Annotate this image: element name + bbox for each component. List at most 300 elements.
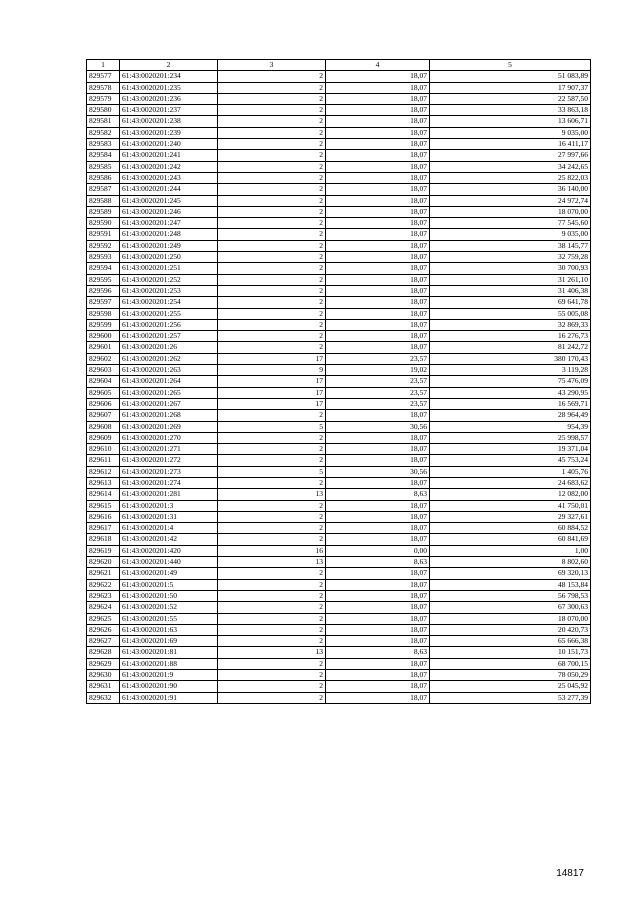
col-3-value: 17 xyxy=(218,398,326,409)
row-id: 829587 xyxy=(87,184,120,195)
row-id: 829616 xyxy=(87,511,120,522)
cadastral-number: 61:43:0020201:4 xyxy=(120,523,218,534)
cadastral-number: 61:43:0020201:251 xyxy=(120,263,218,274)
col-3-value: 13 xyxy=(218,557,326,568)
col-3-value: 13 xyxy=(218,489,326,500)
cadastral-number: 61:43:0020201:235 xyxy=(120,82,218,93)
cadastral-number: 61:43:0020201:242 xyxy=(120,161,218,172)
cadastral-number: 61:43:0020201:91 xyxy=(120,692,218,703)
row-id: 829621 xyxy=(87,568,120,579)
row-id: 829593 xyxy=(87,252,120,263)
table-row xyxy=(87,285,591,296)
col-5-value: 69 641,78 xyxy=(430,297,591,308)
col-3-value: 2 xyxy=(218,297,326,308)
cadastral-number: 61:43:0020201:55 xyxy=(120,613,218,624)
col-3-value: 2 xyxy=(218,523,326,534)
col-3-value: 2 xyxy=(218,218,326,229)
cadastral-number: 61:43:0020201:247 xyxy=(120,218,218,229)
row-id: 829583 xyxy=(87,139,120,150)
row-id: 829582 xyxy=(87,127,120,138)
row-id: 829588 xyxy=(87,195,120,206)
table-row xyxy=(87,590,591,601)
col-5-value: 30 700,93 xyxy=(430,263,591,274)
table-row xyxy=(87,432,591,443)
col-4-value: 18,07 xyxy=(326,523,430,534)
col-4-value: 18,07 xyxy=(326,455,430,466)
col-4-value: 18,07 xyxy=(326,82,430,93)
cadastral-number: 61:43:0020201:272 xyxy=(120,455,218,466)
col-3-value: 2 xyxy=(218,636,326,647)
col-4-value: 18,07 xyxy=(326,263,430,274)
col-5-value: 32 759,28 xyxy=(430,252,591,263)
row-id: 829609 xyxy=(87,432,120,443)
cadastral-number: 61:43:0020201:252 xyxy=(120,274,218,285)
col-3-value: 2 xyxy=(218,511,326,522)
col-5-value: 19 371,04 xyxy=(430,444,591,455)
col-5-value: 78 050,29 xyxy=(430,670,591,681)
col-5-value: 34 242,65 xyxy=(430,161,591,172)
table-row xyxy=(87,218,591,229)
col-3-value: 2 xyxy=(218,500,326,511)
col-5-value: 31 261,10 xyxy=(430,274,591,285)
col-5-value: 16 276,73 xyxy=(430,331,591,342)
column-header-3: 3 xyxy=(218,60,326,71)
row-id: 829623 xyxy=(87,590,120,601)
col-5-value: 81 242,72 xyxy=(430,342,591,353)
cadastral-number: 61:43:0020201:241 xyxy=(120,150,218,161)
row-id: 829608 xyxy=(87,421,120,432)
row-id: 829577 xyxy=(87,71,120,82)
col-5-value: 25 822,03 xyxy=(430,172,591,183)
col-4-value: 18,07 xyxy=(326,127,430,138)
col-4-value: 18,07 xyxy=(326,150,430,161)
table-row xyxy=(87,150,591,161)
table-row xyxy=(87,105,591,116)
col-3-value: 17 xyxy=(218,376,326,387)
table-row xyxy=(87,353,591,364)
row-id: 829627 xyxy=(87,636,120,647)
table-row xyxy=(87,568,591,579)
col-5-value: 18 070,00 xyxy=(430,206,591,217)
col-3-value: 2 xyxy=(218,613,326,624)
col-3-value: 2 xyxy=(218,670,326,681)
col-3-value: 2 xyxy=(218,477,326,488)
col-4-value: 18,07 xyxy=(326,319,430,330)
cadastral-number: 61:43:0020201:281 xyxy=(120,489,218,500)
cadastral-number: 61:43:0020201:239 xyxy=(120,127,218,138)
table-row xyxy=(87,82,591,93)
cadastral-number: 61:43:0020201:52 xyxy=(120,602,218,613)
cadastral-number: 61:43:0020201:236 xyxy=(120,93,218,104)
cadastral-number: 61:43:0020201:250 xyxy=(120,252,218,263)
col-5-value: 65 666,38 xyxy=(430,636,591,647)
cadastral-number: 61:43:0020201:9 xyxy=(120,670,218,681)
col-5-value: 38 145,77 xyxy=(430,240,591,251)
col-4-value: 18,07 xyxy=(326,184,430,195)
cadastral-number: 61:43:0020201:257 xyxy=(120,331,218,342)
col-4-value: 18,07 xyxy=(326,139,430,150)
cadastral-number: 61:43:0020201:90 xyxy=(120,681,218,692)
cadastral-number: 61:43:0020201:263 xyxy=(120,365,218,376)
col-3-value: 2 xyxy=(218,590,326,601)
table-row xyxy=(87,511,591,522)
col-4-value: 30,56 xyxy=(326,466,430,477)
table-row xyxy=(87,602,591,613)
row-id: 829594 xyxy=(87,263,120,274)
table-row xyxy=(87,376,591,387)
table-row xyxy=(87,647,591,658)
table-row xyxy=(87,681,591,692)
table-row xyxy=(87,444,591,455)
table-row xyxy=(87,331,591,342)
row-id: 829579 xyxy=(87,93,120,104)
col-5-value: 8 802,60 xyxy=(430,557,591,568)
cadastral-number: 61:43:0020201:265 xyxy=(120,387,218,398)
row-id: 829632 xyxy=(87,692,120,703)
col-5-value: 12 082,00 xyxy=(430,489,591,500)
col-3-value: 2 xyxy=(218,71,326,82)
row-id: 829592 xyxy=(87,240,120,251)
table-row xyxy=(87,161,591,172)
col-5-value: 1 405,76 xyxy=(430,466,591,477)
row-id: 829628 xyxy=(87,647,120,658)
col-4-value: 18,07 xyxy=(326,172,430,183)
table-row xyxy=(87,297,591,308)
cadastral-number: 61:43:0020201:238 xyxy=(120,116,218,127)
table-row xyxy=(87,534,591,545)
col-4-value: 30,56 xyxy=(326,421,430,432)
col-4-value: 18,07 xyxy=(326,93,430,104)
col-4-value: 18,07 xyxy=(326,477,430,488)
col-4-value: 18,07 xyxy=(326,410,430,421)
cadastral-number: 61:43:0020201:255 xyxy=(120,308,218,319)
col-5-value: 53 277,39 xyxy=(430,692,591,703)
col-5-value: 68 700,15 xyxy=(430,658,591,669)
page-number: 14817 xyxy=(556,868,584,879)
col-3-value: 16 xyxy=(218,545,326,556)
table-row xyxy=(87,692,591,703)
cadastral-number: 61:43:0020201:248 xyxy=(120,229,218,240)
row-id: 829602 xyxy=(87,353,120,364)
col-4-value: 18,07 xyxy=(326,308,430,319)
col-5-value: 9 035,00 xyxy=(430,127,591,138)
row-id: 829626 xyxy=(87,624,120,635)
cadastral-number: 61:43:0020201:270 xyxy=(120,432,218,443)
table-row xyxy=(87,71,591,82)
col-3-value: 2 xyxy=(218,534,326,545)
col-5-value: 13 606,71 xyxy=(430,116,591,127)
col-3-value: 2 xyxy=(218,308,326,319)
col-3-value: 2 xyxy=(218,161,326,172)
col-4-value: 18,07 xyxy=(326,613,430,624)
col-4-value: 18,07 xyxy=(326,342,430,353)
col-3-value: 2 xyxy=(218,184,326,195)
table-row xyxy=(87,477,591,488)
table-body xyxy=(87,71,591,704)
col-5-value: 24 972,74 xyxy=(430,195,591,206)
col-5-value: 17 907,37 xyxy=(430,82,591,93)
cadastral-number: 61:43:0020201:245 xyxy=(120,195,218,206)
col-5-value: 67 300,63 xyxy=(430,602,591,613)
col-4-value: 18,07 xyxy=(326,511,430,522)
col-4-value: 18,07 xyxy=(326,692,430,703)
col-3-value: 2 xyxy=(218,624,326,635)
row-id: 829605 xyxy=(87,387,120,398)
col-3-value: 2 xyxy=(218,681,326,692)
row-id: 829622 xyxy=(87,579,120,590)
col-3-value: 9 xyxy=(218,365,326,376)
row-id: 829581 xyxy=(87,116,120,127)
table-row xyxy=(87,184,591,195)
cadastral-number: 61:43:0020201:42 xyxy=(120,534,218,545)
table-row xyxy=(87,365,591,376)
table-row xyxy=(87,410,591,421)
table-row xyxy=(87,398,591,409)
cadastral-number: 61:43:0020201:268 xyxy=(120,410,218,421)
row-id: 829619 xyxy=(87,545,120,556)
col-3-value: 2 xyxy=(218,240,326,251)
col-5-value: 18 070,00 xyxy=(430,613,591,624)
row-id: 829620 xyxy=(87,557,120,568)
col-5-value: 77 545,60 xyxy=(430,218,591,229)
row-id: 829630 xyxy=(87,670,120,681)
col-3-value: 2 xyxy=(218,195,326,206)
col-3-value: 2 xyxy=(218,206,326,217)
table-row xyxy=(87,127,591,138)
col-4-value: 18,07 xyxy=(326,285,430,296)
col-4-value: 18,07 xyxy=(326,161,430,172)
col-5-value: 51 083,89 xyxy=(430,71,591,82)
cadastral-number: 61:43:0020201:254 xyxy=(120,297,218,308)
table-row xyxy=(87,421,591,432)
col-5-value: 75 476,09 xyxy=(430,376,591,387)
table-row xyxy=(87,229,591,240)
col-3-value: 2 xyxy=(218,658,326,669)
row-id: 829617 xyxy=(87,523,120,534)
col-5-value: 16 411,17 xyxy=(430,139,591,150)
row-id: 829580 xyxy=(87,105,120,116)
row-id: 829597 xyxy=(87,297,120,308)
cadastral-number: 61:43:0020201:267 xyxy=(120,398,218,409)
table-row xyxy=(87,466,591,477)
table-row xyxy=(87,240,591,251)
table-row xyxy=(87,274,591,285)
col-4-value: 8,63 xyxy=(326,557,430,568)
row-id: 829585 xyxy=(87,161,120,172)
row-id: 829607 xyxy=(87,410,120,421)
col-4-value: 18,07 xyxy=(326,602,430,613)
col-5-value: 22 587,50 xyxy=(430,93,591,104)
cadastral-number: 61:43:0020201:234 xyxy=(120,71,218,82)
col-5-value: 16 569,71 xyxy=(430,398,591,409)
row-id: 829590 xyxy=(87,218,120,229)
table-row xyxy=(87,455,591,466)
table-header xyxy=(87,60,591,71)
col-4-value: 8,63 xyxy=(326,489,430,500)
col-5-value: 29 327,61 xyxy=(430,511,591,522)
col-4-value: 18,07 xyxy=(326,568,430,579)
col-4-value: 18,07 xyxy=(326,500,430,511)
col-5-value: 48 153,84 xyxy=(430,579,591,590)
col-5-value: 25 998,57 xyxy=(430,432,591,443)
col-5-value: 9 035,00 xyxy=(430,229,591,240)
col-5-value: 24 683,62 xyxy=(430,477,591,488)
row-id: 829578 xyxy=(87,82,120,93)
row-id: 829589 xyxy=(87,206,120,217)
col-5-value: 380 170,43 xyxy=(430,353,591,364)
col-3-value: 2 xyxy=(218,116,326,127)
row-id: 829624 xyxy=(87,602,120,613)
col-3-value: 2 xyxy=(218,274,326,285)
col-3-value: 13 xyxy=(218,647,326,658)
col-4-value: 18,07 xyxy=(326,297,430,308)
col-5-value: 3 119,28 xyxy=(430,365,591,376)
col-3-value: 2 xyxy=(218,93,326,104)
table-row xyxy=(87,93,591,104)
col-3-value: 2 xyxy=(218,172,326,183)
table-row xyxy=(87,116,591,127)
col-4-value: 18,07 xyxy=(326,432,430,443)
column-header-5: 5 xyxy=(430,60,591,71)
table-row xyxy=(87,308,591,319)
col-3-value: 2 xyxy=(218,410,326,421)
col-3-value: 2 xyxy=(218,444,326,455)
col-5-value: 10 151,73 xyxy=(430,647,591,658)
cadastral-number: 61:43:0020201:264 xyxy=(120,376,218,387)
table-row xyxy=(87,557,591,568)
col-3-value: 2 xyxy=(218,252,326,263)
table-row xyxy=(87,613,591,624)
col-4-value: 18,07 xyxy=(326,670,430,681)
row-id: 829612 xyxy=(87,466,120,477)
col-4-value: 18,07 xyxy=(326,252,430,263)
table-row xyxy=(87,387,591,398)
col-3-value: 17 xyxy=(218,353,326,364)
table-row xyxy=(87,252,591,263)
cadastral-number: 61:43:0020201:440 xyxy=(120,557,218,568)
row-id: 829631 xyxy=(87,681,120,692)
col-5-value: 28 964,49 xyxy=(430,410,591,421)
col-4-value: 18,07 xyxy=(326,534,430,545)
col-5-value: 55 005,08 xyxy=(430,308,591,319)
row-id: 829618 xyxy=(87,534,120,545)
col-3-value: 2 xyxy=(218,139,326,150)
table-row xyxy=(87,206,591,217)
col-5-value: 41 750,01 xyxy=(430,500,591,511)
col-4-value: 18,07 xyxy=(326,195,430,206)
cadastral-number: 61:43:0020201:256 xyxy=(120,319,218,330)
col-3-value: 2 xyxy=(218,127,326,138)
col-4-value: 18,07 xyxy=(326,636,430,647)
cadastral-number: 61:43:0020201:237 xyxy=(120,105,218,116)
cadastral-number: 61:43:0020201:63 xyxy=(120,624,218,635)
cadastral-number: 61:43:0020201:240 xyxy=(120,139,218,150)
table-row xyxy=(87,139,591,150)
col-3-value: 2 xyxy=(218,579,326,590)
cadastral-number: 61:43:0020201:243 xyxy=(120,172,218,183)
table-row xyxy=(87,263,591,274)
col-4-value: 18,07 xyxy=(326,444,430,455)
col-5-value: 27 997,66 xyxy=(430,150,591,161)
col-3-value: 2 xyxy=(218,105,326,116)
row-id: 829599 xyxy=(87,319,120,330)
cadastral-number: 61:43:0020201:269 xyxy=(120,421,218,432)
col-3-value: 2 xyxy=(218,331,326,342)
table-row xyxy=(87,319,591,330)
row-id: 829611 xyxy=(87,455,120,466)
col-4-value: 8,63 xyxy=(326,647,430,658)
col-5-value: 45 753,24 xyxy=(430,455,591,466)
col-3-value: 2 xyxy=(218,82,326,93)
cadastral-number: 61:43:0020201:271 xyxy=(120,444,218,455)
col-4-value: 18,07 xyxy=(326,206,430,217)
col-5-value: 31 406,38 xyxy=(430,285,591,296)
cadastral-number: 61:43:0020201:420 xyxy=(120,545,218,556)
col-5-value: 60 841,69 xyxy=(430,534,591,545)
row-id: 829595 xyxy=(87,274,120,285)
table-row xyxy=(87,195,591,206)
cadastral-number: 61:43:0020201:81 xyxy=(120,647,218,658)
col-3-value: 2 xyxy=(218,285,326,296)
row-id: 829610 xyxy=(87,444,120,455)
col-5-value: 43 290,95 xyxy=(430,387,591,398)
row-id: 829601 xyxy=(87,342,120,353)
row-id: 829603 xyxy=(87,365,120,376)
col-4-value: 23,57 xyxy=(326,387,430,398)
col-4-value: 18,07 xyxy=(326,681,430,692)
column-header-4: 4 xyxy=(326,60,430,71)
table-row xyxy=(87,624,591,635)
row-id: 829604 xyxy=(87,376,120,387)
row-id: 829591 xyxy=(87,229,120,240)
col-4-value: 23,57 xyxy=(326,398,430,409)
col-4-value: 19,02 xyxy=(326,365,430,376)
col-4-value: 0,00 xyxy=(326,545,430,556)
col-5-value: 33 863,18 xyxy=(430,105,591,116)
cadastral-number: 61:43:0020201:274 xyxy=(120,477,218,488)
row-id: 829629 xyxy=(87,658,120,669)
cadastral-number: 61:43:0020201:273 xyxy=(120,466,218,477)
col-3-value: 2 xyxy=(218,692,326,703)
col-4-value: 18,07 xyxy=(326,590,430,601)
col-3-value: 2 xyxy=(218,319,326,330)
table-row xyxy=(87,658,591,669)
col-4-value: 18,07 xyxy=(326,240,430,251)
table-row xyxy=(87,523,591,534)
col-3-value: 2 xyxy=(218,455,326,466)
col-5-value: 69 320,13 xyxy=(430,568,591,579)
table-row xyxy=(87,342,591,353)
cadastral-number: 61:43:0020201:246 xyxy=(120,206,218,217)
col-5-value: 32 869,33 xyxy=(430,319,591,330)
col-4-value: 23,57 xyxy=(326,376,430,387)
col-4-value: 18,07 xyxy=(326,105,430,116)
row-id: 829600 xyxy=(87,331,120,342)
row-id: 829613 xyxy=(87,477,120,488)
col-5-value: 25 045,92 xyxy=(430,681,591,692)
cadastral-number: 61:43:0020201:253 xyxy=(120,285,218,296)
col-5-value: 1,00 xyxy=(430,545,591,556)
row-id: 829615 xyxy=(87,500,120,511)
data-table xyxy=(86,59,591,704)
col-4-value: 23,57 xyxy=(326,353,430,364)
table-row xyxy=(87,500,591,511)
col-3-value: 2 xyxy=(218,150,326,161)
col-4-value: 18,07 xyxy=(326,229,430,240)
col-3-value: 2 xyxy=(218,568,326,579)
cadastral-number: 61:43:0020201:3 xyxy=(120,500,218,511)
cadastral-number: 61:43:0020201:244 xyxy=(120,184,218,195)
